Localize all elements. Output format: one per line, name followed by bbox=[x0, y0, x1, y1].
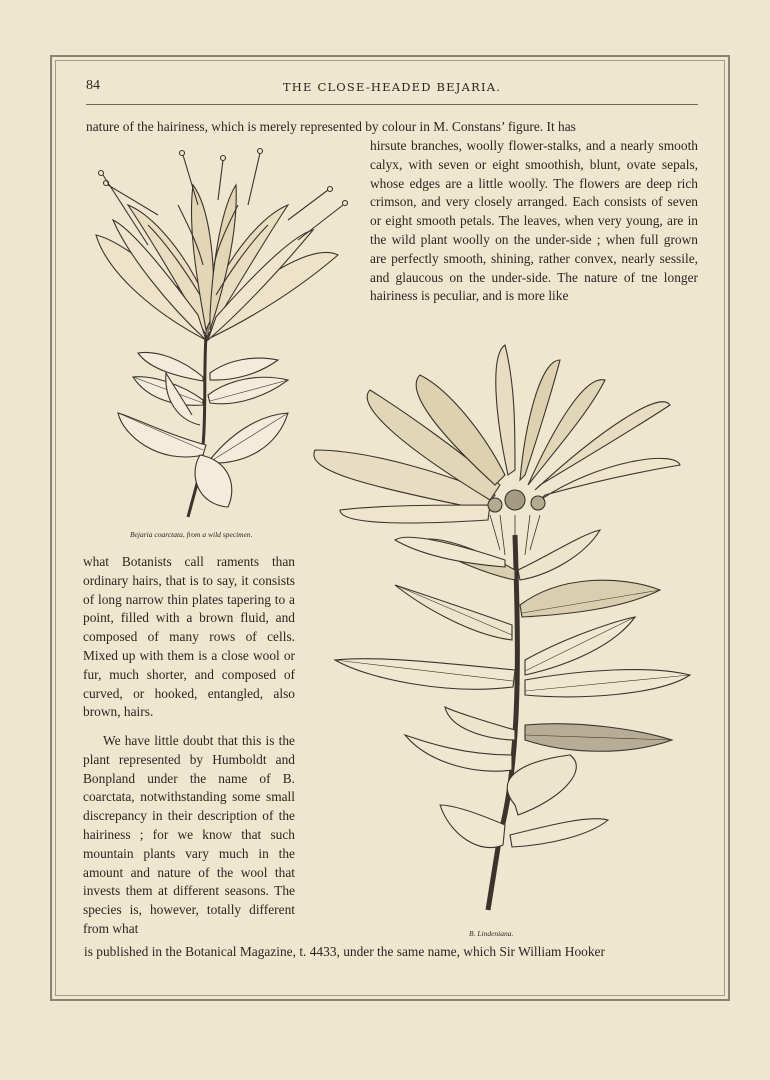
paragraph-top-right: hirsute branches, woolly flower-stalks, and a nearly smooth calyx, with seven or eight smoothish, blunt, ovate sepals, whose edges are a little woolly. The flowers are deep rich crimson, and very closely arranged. Each consists of seven or eight smooth petals. The leaves, when very young, are in the wild plant woolly on the under-side ; when full grown are perfectly smooth, shining, rather convex, nearly sessile, and glaucous on the under-side. The nature of tne longer hairiness is peculiar, and is more like bbox=[370, 138, 698, 304]
running-title: THE CLOSE-HEADED BEJARIA. bbox=[282, 80, 502, 94]
paragraph-left-1: what Botanists call raments than ordinary hairs, that is to say, it consists of long narrow thin plates tapering to a point, filled with a brown fluid, and composed of many rows of cells. Mixed up with them is a close wool or fur, much shorter, and composed of curved, or hooked, entangled, also brown, hairs. bbox=[83, 554, 295, 720]
figure-2-caption: B. Lindeniana. bbox=[469, 929, 514, 938]
paragraph-top-line: nature of the hairiness, which is merely represented by colour in M. Constans’ figure. It has bbox=[86, 119, 576, 134]
page-number: 84 bbox=[86, 78, 100, 93]
page-header bbox=[86, 78, 698, 98]
paragraph-left-2: We have little doubt that this is the plant represented by Humboldt and Bonpland under the name of B. coarctata, notwithstanding some small discrepancy in their description of the hairiness ; for we know that such mountain plants vary much in the amount and nature of the wool that invests them at different seasons. The species is, however, totally different from what bbox=[83, 733, 295, 936]
header-rule bbox=[86, 104, 698, 105]
bejaria-lindeniana-illustration bbox=[300, 335, 700, 920]
paragraph-bottom-line: is published in the Botanical Magazine, t. 4433, under the same name, which Sir William Hooker bbox=[84, 944, 605, 959]
figure-1-caption: Bejaria coarctata, from a wild specimen. bbox=[130, 530, 253, 539]
